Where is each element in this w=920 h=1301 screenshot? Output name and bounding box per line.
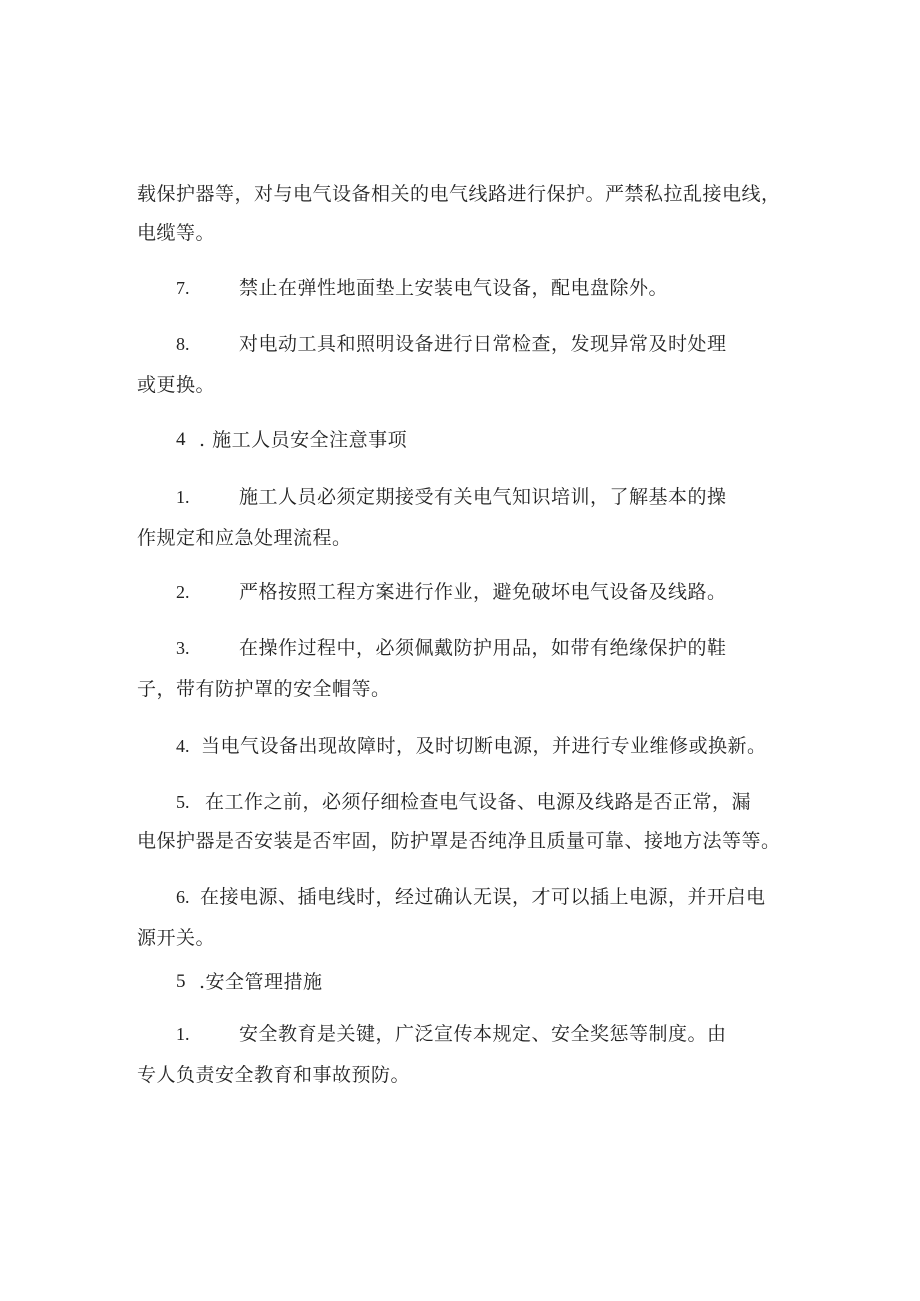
list-item-text-continuation: 子，带有防护罩的安全帽等。 bbox=[137, 678, 391, 700]
list-item-number: 8. bbox=[176, 334, 190, 354]
list-item-number: 6. bbox=[176, 887, 190, 907]
section-heading: . 施工人员安全注意事项 bbox=[199, 429, 408, 451]
list-item-text: 施工人员必须定期接受有关电气知识培训，了解基本的操 bbox=[239, 486, 727, 508]
list-item-text: 当电气设备出现故障时，及时切断电源，并进行专业维修或换新。 bbox=[201, 735, 767, 757]
list-item-text-continuation: 电保护器是否安装是否牢固，防护罩是否纯净且质量可靠、接地方法等等。 bbox=[137, 830, 781, 852]
list-item-text: 对电动工具和照明设备进行日常检查，发现异常及时处理 bbox=[239, 333, 727, 355]
list-item-text-continuation: 作规定和应急处理流程。 bbox=[137, 527, 352, 549]
list-item-number: 1. bbox=[176, 1024, 190, 1044]
list-item-text: 安全教育是关键，广泛宣传本规定、安全奖惩等制度。由 bbox=[239, 1023, 727, 1045]
list-item-number: 1. bbox=[176, 487, 190, 507]
paragraph-continuation-line-1: 载保护器等，对与电气设备相关的电气线路进行保护。严禁私拉乱接电线， bbox=[137, 183, 781, 205]
list-item-text: 禁止在弹性地面垫上安装电气设备，配电盘除外。 bbox=[239, 277, 669, 299]
list-item-number: 7. bbox=[176, 278, 190, 298]
list-item-text: 在工作之前，必须仔细检查电气设备、电源及线路是否正常，漏 bbox=[205, 791, 752, 813]
list-item-text-continuation: 专人负责安全教育和事故预防。 bbox=[137, 1064, 411, 1086]
list-item-number: 2. bbox=[176, 582, 190, 602]
list-item-number: 4. bbox=[176, 736, 190, 756]
section-number: 5 bbox=[176, 971, 186, 992]
list-item-text: 在接电源、插电线时，经过确认无误，才可以插上电源，并开启电 bbox=[200, 886, 766, 908]
section-heading: .安全管理措施 bbox=[199, 971, 323, 993]
list-item-number: 3. bbox=[176, 638, 190, 658]
list-item-text: 严格按照工程方案进行作业，避免破坏电气设备及线路。 bbox=[239, 581, 727, 603]
list-item-text: 在操作过程中，必须佩戴防护用品，如带有绝缘保护的鞋 bbox=[239, 637, 727, 659]
paragraph-continuation-line-2: 电缆等。 bbox=[137, 222, 216, 244]
section-number: 4 bbox=[176, 429, 186, 450]
list-item-text-continuation: 源开关。 bbox=[137, 927, 216, 949]
list-item-text-continuation: 或更换。 bbox=[137, 374, 216, 396]
list-item-number: 5. bbox=[176, 792, 190, 812]
